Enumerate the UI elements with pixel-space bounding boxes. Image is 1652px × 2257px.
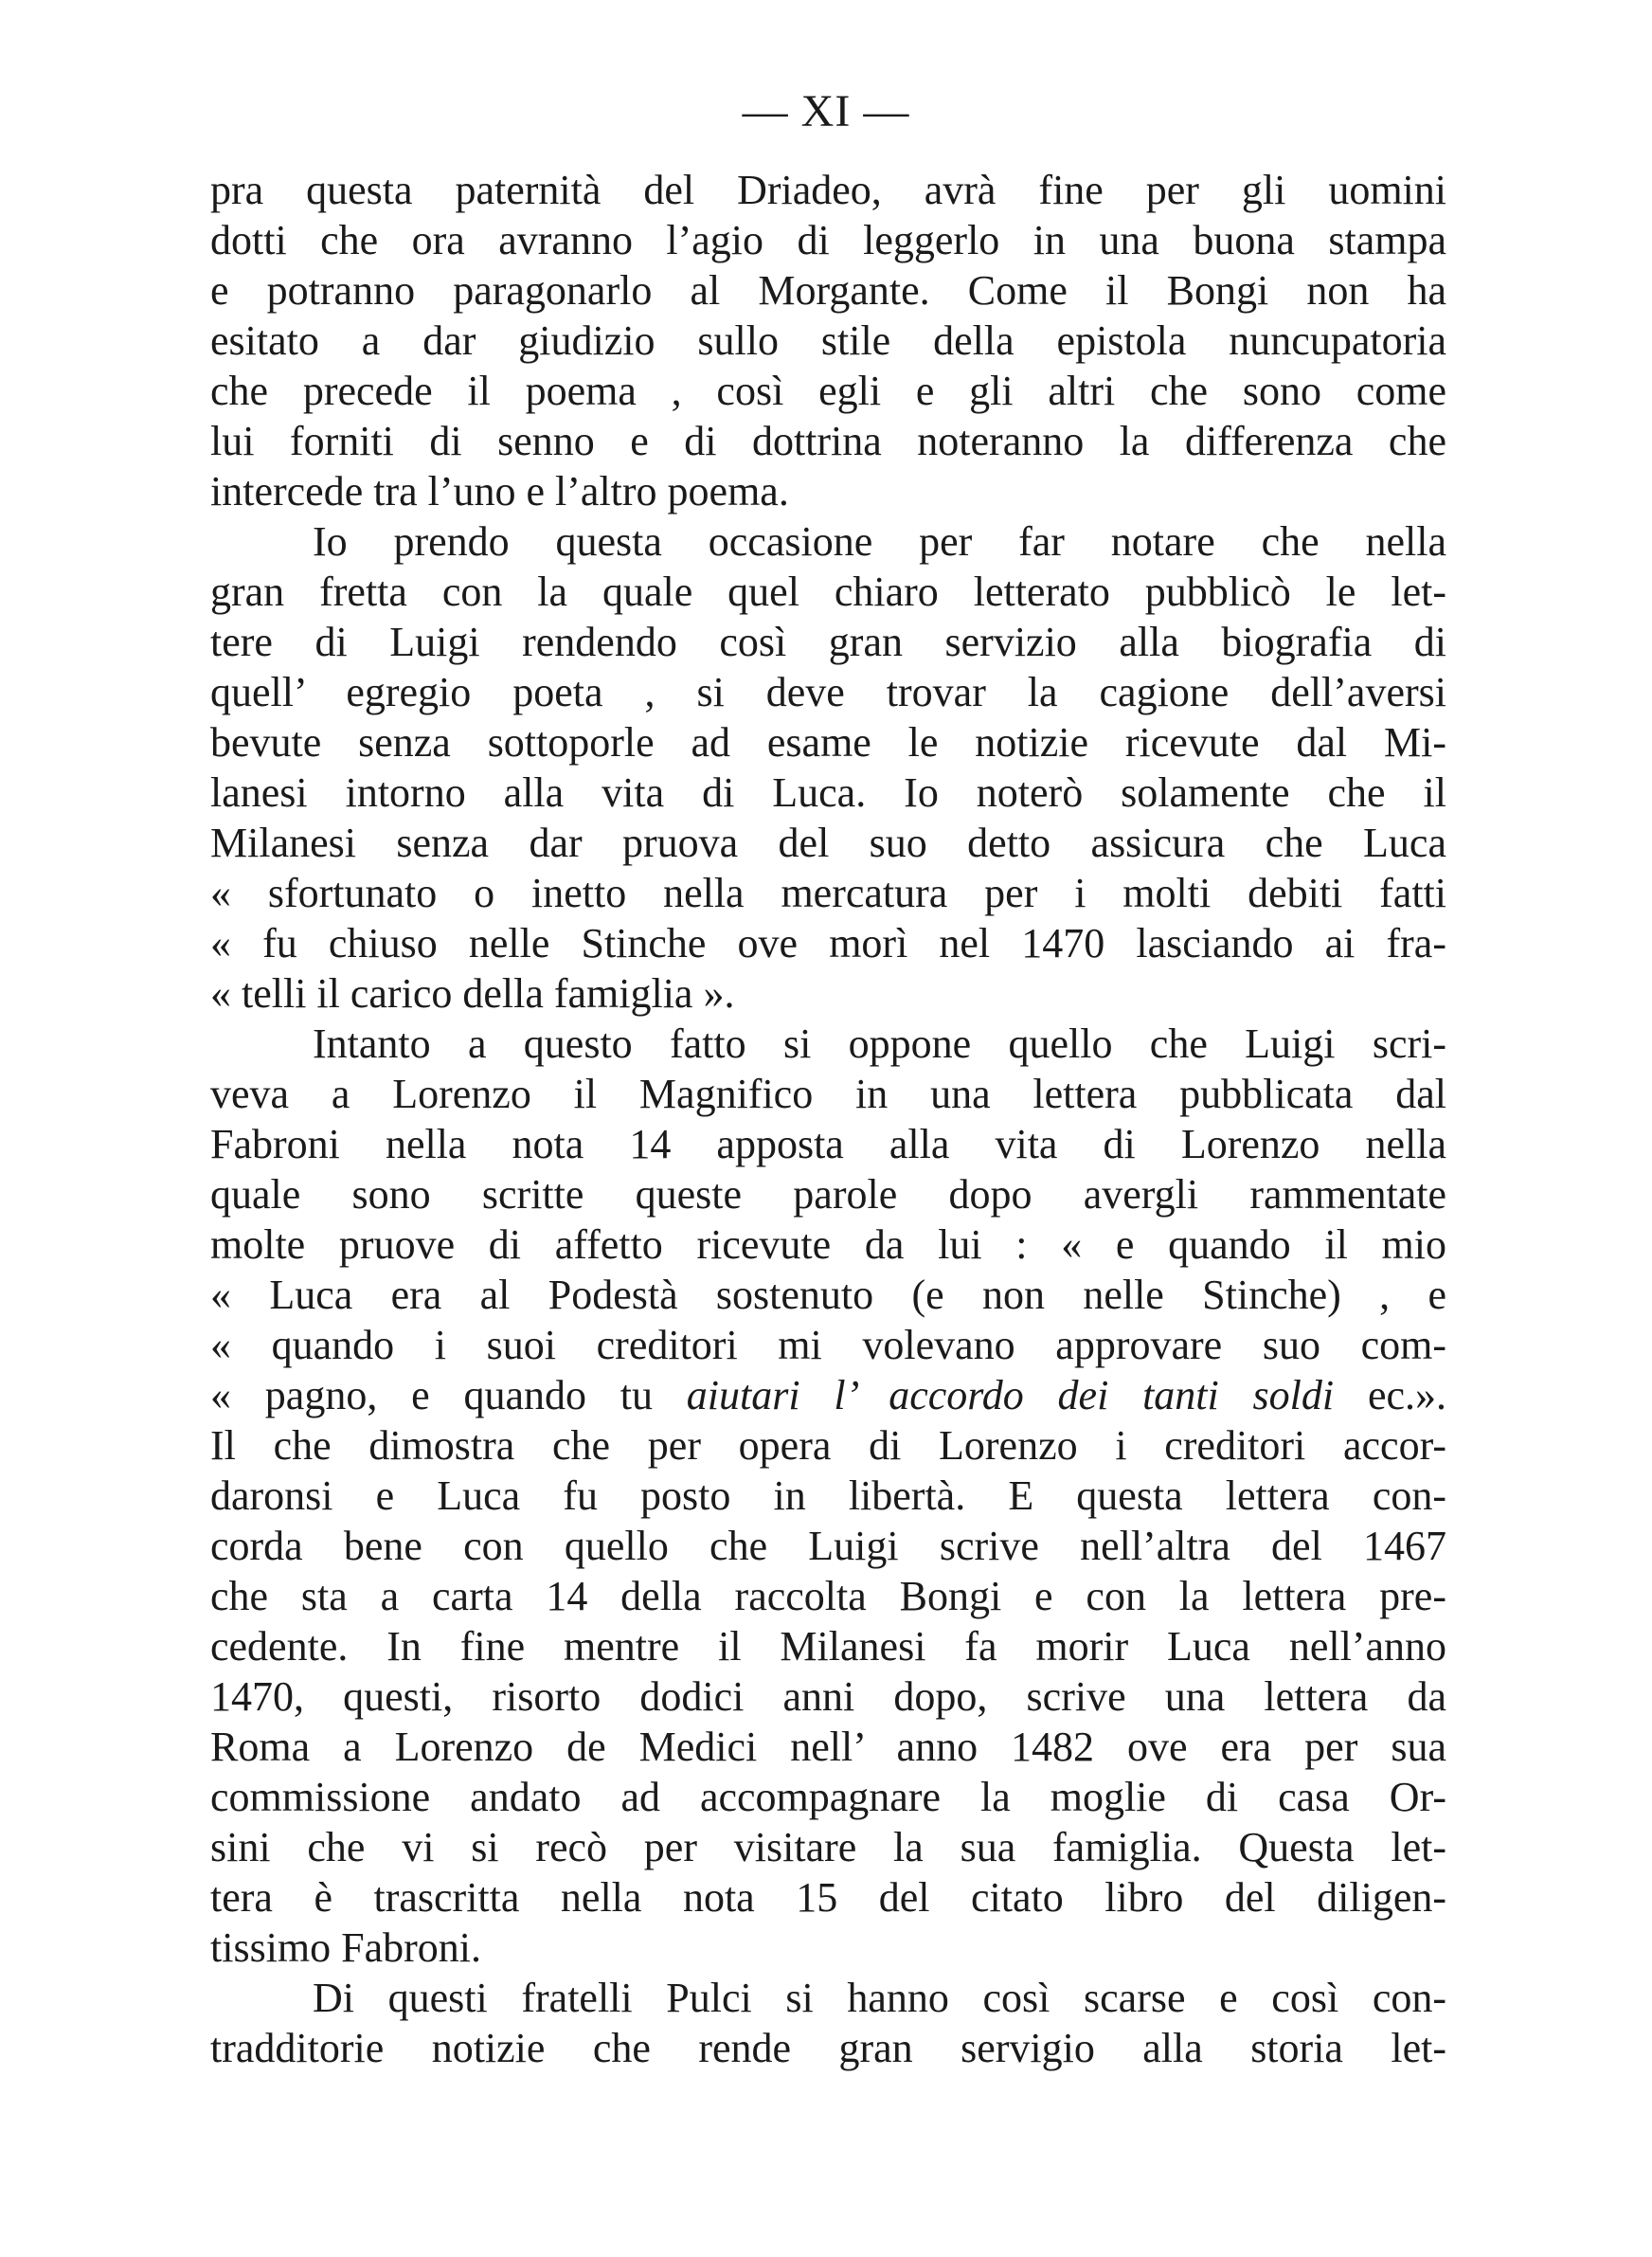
text-line: daronsi e Luca fu posto in libertà. E questa lettera con- [210,1472,1446,1519]
text-line: « sfortunato o inetto nella mercatura per i molti debiti fatti [210,870,1446,916]
text-segment: « pagno, e quando tu [210,1372,653,1418]
text-line: tissimo Fabroni. [210,1924,482,1971]
text-line-mixed [210,1370,1446,1420]
text-line: commissione andato ad accompagnare la moglie di casa Or- [210,1774,1446,1820]
text-line: Milanesi senza dar pruova del suo detto assicura che Luca [210,820,1446,866]
text-line: quell’ egregio poeta , si deve trovar la cagione dell’aversi [210,669,1446,715]
text-line: 1470, questi, risorto dodici anni dopo, scrive una lettera da [210,1673,1446,1720]
paragraph-first-line: Intanto a questo fatto si oppone quello che Luigi scri- [313,1020,1446,1067]
text-line: « fu chiuso nelle Stinche ove morì nel 1470 lasciando ai fra- [210,920,1446,966]
text-line: bevute senza sottoporle ad esame le notizie ricevute dal Mi- [210,719,1446,766]
text-segment: ec.». [1367,1372,1446,1418]
text-line: « telli il carico della famiglia ». [210,970,735,1017]
text-line: quale sono scritte queste parole dopo avergli rammentate [210,1171,1446,1218]
text-line: gran fretta con la quale quel chiaro letterato pubblicò le let- [210,569,1446,615]
text-line: tera è trascritta nella nota 15 del citato libro del diligen- [210,1874,1446,1921]
body-text [210,165,1446,2073]
text-line: cedente. In fine mentre il Milanesi fa morir Luca nell’anno [210,1623,1446,1670]
page-number-header: — XI — [742,86,910,136]
text-line: tradditorie notizie che rende gran servigio alla storia let- [210,2025,1446,2071]
text-line: che precede il poema , così egli e gli altri che sono come [210,368,1446,414]
text-line: che sta a carta 14 della raccolta Bongi e con la lettera pre- [210,1573,1446,1619]
text-line: molte pruove di affetto ricevute da lui : « e quando il mio [210,1221,1446,1268]
text-line: pra questa paternità del Driadeo, avrà fine per gli uomini [210,167,1446,213]
text-line: intercede tra l’uno e l’altro poema. [210,468,789,515]
text-line: e potranno paragonarlo al Morgante. Come il Bongi non ha [210,267,1446,314]
text-line: esitato a dar giudizio sullo stile della epistola nuncupatoria [210,317,1446,364]
text-line: veva a Lorenzo il Magnifico in una lettera pubblicata dal [210,1071,1446,1117]
text-line: Il che dimostra che per opera di Lorenzo i creditori accor- [210,1422,1446,1469]
text-line: corda bene con quello che Luigi scrive nell’altra del 1467 [210,1523,1446,1569]
text-line: tere di Luigi rendendo così gran servizio alla biografia di [210,619,1446,665]
text-line: Fabroni nella nota 14 apposta alla vita di Lorenzo nella [210,1121,1446,1167]
text-line: « Luca era al Podestà sostenuto (e non nelle Stinche) , e [210,1272,1446,1318]
text-line: lanesi intorno alla vita di Luca. Io noterò solamente che il [210,769,1446,816]
text-line: « quando i suoi creditori mi volevano approvare suo com- [210,1322,1446,1368]
text-line: sini che vi si recò per visitare la sua famiglia. Questa let- [210,1824,1446,1870]
text-line: Roma a Lorenzo de Medici nell’ anno 1482 ove era per sua [210,1724,1446,1770]
text-line: dotti che ora avranno l’agio di leggerlo in una buona stampa [210,217,1446,263]
paragraph-first-line: Io prendo questa occasione per far notare che nella [313,518,1446,565]
italic-quote: aiutari l’ accordo dei tanti soldi [686,1372,1335,1418]
paragraph-first-line: Di questi fratelli Pulci si hanno così scarse e così con- [313,1975,1446,2021]
text-line: lui forniti di senno e di dottrina noteranno la differenza che [210,418,1446,464]
